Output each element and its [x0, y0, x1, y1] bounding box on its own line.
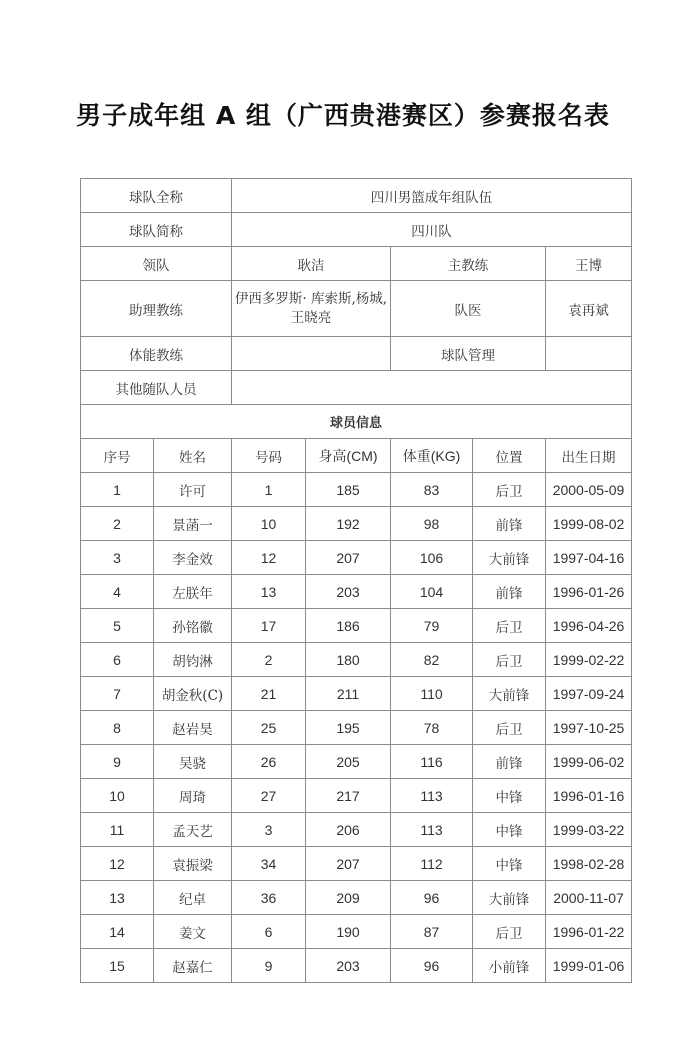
- player-jersey-number: 17: [232, 609, 306, 643]
- player-row: [81, 541, 632, 575]
- player-name: 纪卓: [154, 881, 232, 915]
- player-height: 203: [306, 949, 391, 983]
- player-index: 6: [81, 643, 154, 677]
- player-weight: 96: [391, 881, 473, 915]
- player-height: 180: [306, 643, 391, 677]
- player-height: 195: [306, 711, 391, 745]
- players-section-row: [81, 405, 632, 439]
- player-position: 后卫: [473, 711, 546, 745]
- player-weight: 106: [391, 541, 473, 575]
- other-staff-value: [232, 371, 632, 405]
- player-birth-date: 1999-06-02: [546, 745, 632, 779]
- player-birth-date: 1997-04-16: [546, 541, 632, 575]
- column-header: 体重(KG): [391, 439, 473, 473]
- player-weight: 79: [391, 609, 473, 643]
- players-table-body: [81, 473, 632, 983]
- other-staff-label: 其他随队人员: [81, 371, 232, 405]
- team-short-name-label: 球队简称: [81, 213, 232, 247]
- player-height: 209: [306, 881, 391, 915]
- player-row: [81, 949, 632, 983]
- player-birth-date: 1999-01-06: [546, 949, 632, 983]
- player-index: 8: [81, 711, 154, 745]
- leader-value: 耿洁: [232, 247, 391, 281]
- team-short-name-value: 四川队: [232, 213, 632, 247]
- player-weight: 110: [391, 677, 473, 711]
- player-row: [81, 507, 632, 541]
- player-name: 吴骁: [154, 745, 232, 779]
- player-weight: 82: [391, 643, 473, 677]
- player-jersey-number: 6: [232, 915, 306, 949]
- player-jersey-number: 25: [232, 711, 306, 745]
- player-weight: 116: [391, 745, 473, 779]
- team-full-name-value: 四川男篮成年组队伍: [232, 179, 632, 213]
- fitness-row: [81, 337, 632, 371]
- others-row: [81, 371, 632, 405]
- player-weight: 113: [391, 779, 473, 813]
- team-full-name-row: [81, 179, 632, 213]
- assistant-row: [81, 281, 632, 337]
- team-doctor-value: 袁再斌: [546, 281, 632, 337]
- player-birth-date: 1996-01-16: [546, 779, 632, 813]
- player-name: 胡钧淋: [154, 643, 232, 677]
- player-jersey-number: 3: [232, 813, 306, 847]
- column-header: 序号: [81, 439, 154, 473]
- player-position: 前锋: [473, 575, 546, 609]
- player-name: 胡金秋(C): [154, 677, 232, 711]
- player-index: 15: [81, 949, 154, 983]
- player-position: 大前锋: [473, 541, 546, 575]
- fitness-coach-label: 体能教练: [81, 337, 232, 371]
- player-name: 袁振梁: [154, 847, 232, 881]
- team-full-name-label: 球队全称: [81, 179, 232, 213]
- player-position: 后卫: [473, 609, 546, 643]
- players-section-title: 球员信息: [81, 405, 632, 439]
- player-row: [81, 609, 632, 643]
- player-row: [81, 915, 632, 949]
- column-header: 姓名: [154, 439, 232, 473]
- player-row: [81, 745, 632, 779]
- player-index: 3: [81, 541, 154, 575]
- leader-row: [81, 247, 632, 281]
- player-position: 中锋: [473, 813, 546, 847]
- player-jersey-number: 12: [232, 541, 306, 575]
- player-jersey-number: 34: [232, 847, 306, 881]
- player-name: 李金效: [154, 541, 232, 575]
- leader-label: 领队: [81, 247, 232, 281]
- player-jersey-number: 21: [232, 677, 306, 711]
- player-weight: 96: [391, 949, 473, 983]
- head-coach-value: 王博: [546, 247, 632, 281]
- player-index: 7: [81, 677, 154, 711]
- player-position: 中锋: [473, 779, 546, 813]
- player-height: 211: [306, 677, 391, 711]
- player-birth-date: 1997-10-25: [546, 711, 632, 745]
- player-row: [81, 677, 632, 711]
- player-index: 13: [81, 881, 154, 915]
- player-index: 9: [81, 745, 154, 779]
- player-row: [81, 813, 632, 847]
- player-index: 2: [81, 507, 154, 541]
- player-row: [81, 575, 632, 609]
- player-row: [81, 847, 632, 881]
- player-height: 206: [306, 813, 391, 847]
- player-height: 186: [306, 609, 391, 643]
- player-weight: 113: [391, 813, 473, 847]
- page-title: 男子成年组 A 组（广西贵港赛区）参赛报名表: [76, 101, 610, 130]
- player-weight: 78: [391, 711, 473, 745]
- player-birth-date: 1998-02-28: [546, 847, 632, 881]
- player-weight: 104: [391, 575, 473, 609]
- player-weight: 112: [391, 847, 473, 881]
- player-weight: 98: [391, 507, 473, 541]
- player-jersey-number: 27: [232, 779, 306, 813]
- player-height: 185: [306, 473, 391, 507]
- player-height: 205: [306, 745, 391, 779]
- player-weight: 83: [391, 473, 473, 507]
- player-height: 192: [306, 507, 391, 541]
- player-index: 12: [81, 847, 154, 881]
- player-jersey-number: 26: [232, 745, 306, 779]
- player-jersey-number: 1: [232, 473, 306, 507]
- player-name: 赵岩昊: [154, 711, 232, 745]
- column-header: 位置: [473, 439, 546, 473]
- player-position: 大前锋: [473, 677, 546, 711]
- column-header: 身高(CM): [306, 439, 391, 473]
- player-row: [81, 881, 632, 915]
- player-index: 5: [81, 609, 154, 643]
- player-name: 赵嘉仁: [154, 949, 232, 983]
- player-position: 后卫: [473, 643, 546, 677]
- player-jersey-number: 36: [232, 881, 306, 915]
- column-header: 出生日期: [546, 439, 632, 473]
- player-birth-date: 1996-04-26: [546, 609, 632, 643]
- player-index: 14: [81, 915, 154, 949]
- player-position: 前锋: [473, 745, 546, 779]
- player-birth-date: 1999-03-22: [546, 813, 632, 847]
- players-header-row: [81, 439, 632, 473]
- player-birth-date: 1999-08-02: [546, 507, 632, 541]
- player-name: 左朕年: [154, 575, 232, 609]
- player-index: 4: [81, 575, 154, 609]
- player-name: 景菡一: [154, 507, 232, 541]
- player-jersey-number: 9: [232, 949, 306, 983]
- player-position: 大前锋: [473, 881, 546, 915]
- player-position: 前锋: [473, 507, 546, 541]
- player-birth-date: 1999-02-22: [546, 643, 632, 677]
- player-name: 孙铭徽: [154, 609, 232, 643]
- team-manager-label: 球队管理: [391, 337, 546, 371]
- team-short-name-row: [81, 213, 632, 247]
- player-position: 中锋: [473, 847, 546, 881]
- player-height: 217: [306, 779, 391, 813]
- player-height: 203: [306, 575, 391, 609]
- fitness-coach-value: [232, 337, 391, 371]
- player-jersey-number: 2: [232, 643, 306, 677]
- player-row: [81, 473, 632, 507]
- player-index: 10: [81, 779, 154, 813]
- team-doctor-label: 队医: [391, 281, 546, 337]
- player-birth-date: 2000-05-09: [546, 473, 632, 507]
- player-height: 207: [306, 541, 391, 575]
- player-jersey-number: 13: [232, 575, 306, 609]
- player-weight: 87: [391, 915, 473, 949]
- registration-table: [80, 178, 632, 983]
- player-height: 190: [306, 915, 391, 949]
- player-position: 小前锋: [473, 949, 546, 983]
- player-birth-date: 1997-09-24: [546, 677, 632, 711]
- head-coach-label: 主教练: [391, 247, 546, 281]
- player-row: [81, 779, 632, 813]
- player-name: 姜文: [154, 915, 232, 949]
- player-row: [81, 711, 632, 745]
- column-header: 号码: [232, 439, 306, 473]
- player-name: 孟天艺: [154, 813, 232, 847]
- player-index: 1: [81, 473, 154, 507]
- player-birth-date: 1996-01-22: [546, 915, 632, 949]
- player-jersey-number: 10: [232, 507, 306, 541]
- assistant-coach-value: 伊西多罗斯· 库索斯,杨城,王晓亮: [232, 281, 391, 337]
- player-birth-date: 1996-01-26: [546, 575, 632, 609]
- player-row: [81, 643, 632, 677]
- team-manager-value: [546, 337, 632, 371]
- player-birth-date: 2000-11-07: [546, 881, 632, 915]
- player-position: 后卫: [473, 473, 546, 507]
- player-position: 后卫: [473, 915, 546, 949]
- player-name: 周琦: [154, 779, 232, 813]
- player-name: 许可: [154, 473, 232, 507]
- assistant-coach-label: 助理教练: [81, 281, 232, 337]
- player-index: 11: [81, 813, 154, 847]
- player-height: 207: [306, 847, 391, 881]
